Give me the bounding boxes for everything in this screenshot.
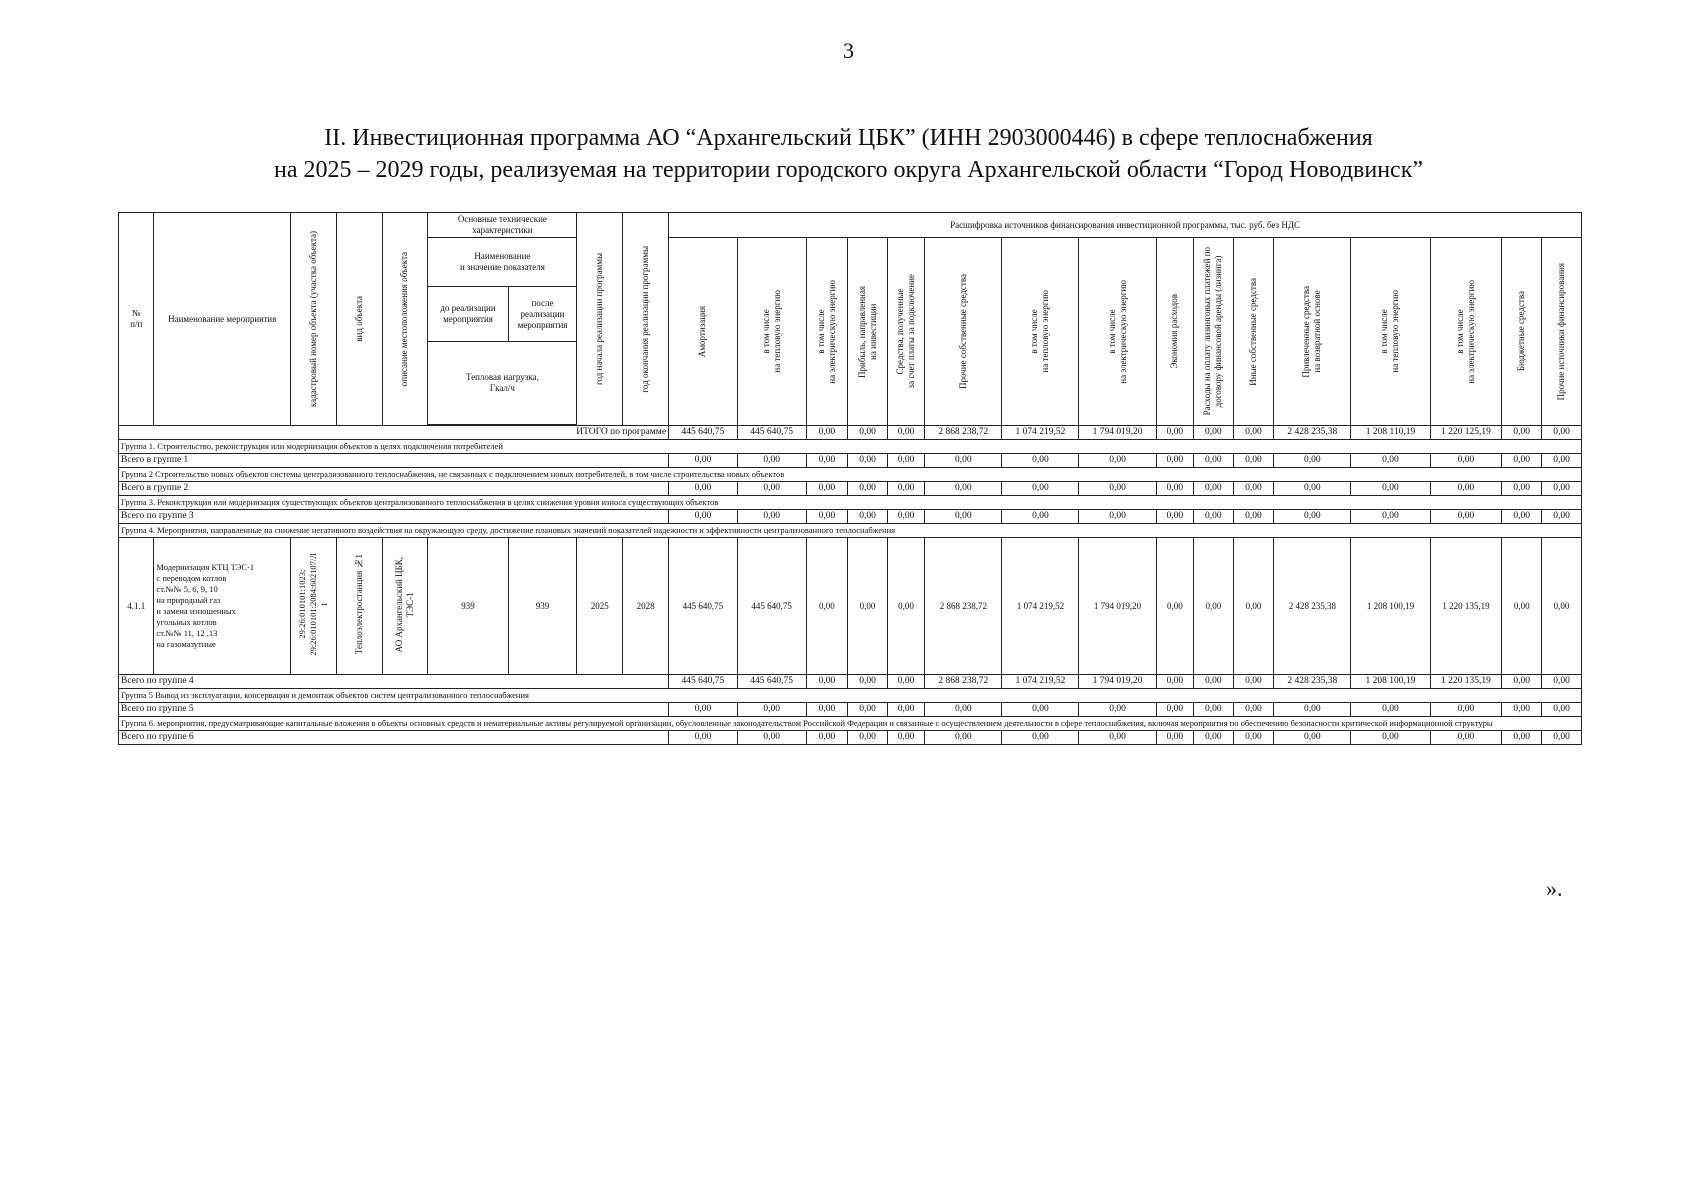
header-fin-col-12: Привлеченные средства на возвратной основе (1274, 238, 1351, 426)
value-cell: 0,00 (1542, 510, 1582, 524)
value-cell: 0,00 (925, 510, 1002, 524)
header-fin-col-8: в том числе на электрическую энергию (1079, 238, 1156, 426)
header-num: № п/п (119, 213, 154, 426)
value-cell: 1 208 100,19 (1351, 675, 1430, 689)
group-4-total-row (119, 675, 1582, 689)
value-cell: 0,00 (1194, 510, 1234, 524)
table-row-4-1-1 (119, 538, 1582, 675)
header-name: Наименование мероприятия (154, 213, 290, 426)
value-cell: 0,00 (848, 454, 888, 468)
group-1-total-label: Всего в группе 1 (119, 454, 669, 468)
header-heat-load: Тепловая нагрузка, Гкал/ч (428, 342, 577, 425)
value-cell: 0,00 (1156, 454, 1194, 468)
program-total-label: ИТОГО по программе (119, 426, 669, 440)
value-cell: 0,00 (1079, 703, 1156, 717)
value-cell: 0,00 (1233, 675, 1274, 689)
value-cell: 0,00 (1233, 426, 1274, 440)
value-cell: 0,00 (1156, 426, 1194, 440)
row-location: АО Архангельский ЦБК, ТЭС-1 (382, 538, 428, 675)
value-cell: 445 640,75 (737, 538, 806, 675)
value-cell: 0,00 (806, 731, 848, 745)
header-fin-col-4: Прибыль, направленная на инвестиции (848, 238, 888, 426)
program-total-row (119, 426, 1582, 440)
value-cell: 0,00 (1194, 482, 1234, 496)
value-cell: 0,00 (1274, 510, 1351, 524)
value-cell: 2 868 238,72 (925, 675, 1002, 689)
value-cell: 0,00 (1274, 454, 1351, 468)
row-before: 939 (428, 538, 508, 675)
value-cell: 0,00 (1079, 731, 1156, 745)
value-cell: 0,00 (1002, 731, 1079, 745)
value-cell: 0,00 (925, 454, 1002, 468)
value-cell: 0,00 (887, 454, 925, 468)
value-cell: 0,00 (1351, 731, 1430, 745)
value-cell: 0,00 (1079, 510, 1156, 524)
value-cell: 0,00 (887, 675, 925, 689)
value-cell: 0,00 (1351, 510, 1430, 524)
value-cell: 0,00 (1430, 731, 1502, 745)
value-cell: 2 868 238,72 (925, 538, 1002, 675)
value-cell: 0,00 (669, 703, 738, 717)
value-cell: 0,00 (806, 703, 848, 717)
value-cell: 0,00 (1542, 538, 1582, 675)
value-cell: 2 868 238,72 (925, 426, 1002, 440)
value-cell: 0,00 (1156, 482, 1194, 496)
value-cell: 1 220 125,19 (1430, 426, 1502, 440)
row-num: 4.1.1 (119, 538, 154, 675)
group-5-title-row (119, 689, 1582, 703)
row-after: 939 (508, 538, 577, 675)
row-cadastral: 29:26:010101:1023; 29:26:010101:2084:602107/Л 1 (290, 538, 336, 675)
group-3-title-row (119, 496, 1582, 510)
value-cell: 0,00 (887, 510, 925, 524)
value-cell: 0,00 (806, 482, 848, 496)
header-fin-col-11: Иные собственные средства (1233, 238, 1274, 426)
header-fin-col-15: Бюджетные средства (1502, 238, 1542, 426)
group-2-title-row (119, 468, 1582, 482)
value-cell: 445 640,75 (669, 675, 738, 689)
header-fin-col-2: в том числе на тепловую энергию (737, 238, 806, 426)
value-cell: 0,00 (1002, 510, 1079, 524)
header-row-1 (119, 213, 1582, 238)
value-cell: 0,00 (1502, 538, 1542, 675)
header-cadastral: кадастровый номер объекта (участка объекта) (290, 213, 336, 426)
group-2-total-row (119, 482, 1582, 496)
header-before: до реализации мероприятия (428, 287, 508, 342)
header-fin-col-3: в том числе на электрическую энергию (806, 238, 848, 426)
value-cell: 0,00 (1233, 454, 1274, 468)
value-cell: 0,00 (1274, 482, 1351, 496)
header-fin-col-7: в том числе на тепловую энергию (1002, 238, 1079, 426)
value-cell: 0,00 (848, 482, 888, 496)
header-fin-col-14: в том числе на электрическую энергию (1430, 238, 1502, 426)
value-cell: 1 794 019,20 (1079, 675, 1156, 689)
value-cell: 0,00 (1156, 538, 1194, 675)
value-cell: 445 640,75 (669, 538, 738, 675)
value-cell: 0,00 (887, 703, 925, 717)
group-5-total-label: Всего по группе 5 (119, 703, 669, 717)
group-5-total-row (119, 703, 1582, 717)
title-line-2: на 2025 – 2029 годы, реализуемая на территории городского округа Архангельской области “Город Новодвинск” (273, 157, 1424, 183)
value-cell: 445 640,75 (669, 426, 738, 440)
value-cell: 0,00 (737, 731, 806, 745)
group-6-total-row (119, 731, 1582, 745)
page-number: 3 (843, 38, 854, 63)
value-cell: 0,00 (1194, 703, 1234, 717)
group-1-total-row (119, 454, 1582, 468)
value-cell: 0,00 (1430, 454, 1502, 468)
value-cell: 1 794 019,20 (1079, 538, 1156, 675)
value-cell: 1 220 135,19 (1430, 538, 1502, 675)
value-cell: 0,00 (806, 538, 848, 675)
value-cell: 0,00 (1233, 731, 1274, 745)
group-5-title: Группа 5 Вывод из эксплуатации, консервация и демонтаж объектов систем централизованного теплоснабжения (119, 689, 1582, 703)
group-6-title: Группа 6. мероприятия, предусматривающие капитальные вложения в объекты основных средств и нематериальные активы регулируемой организации, обусловленные законодательством Российской Федерации и связанные с осуществлением деятельности в сфере теплоснабжения, включая мероприятия по обеспечению безопасности критической информационной структуры (119, 717, 1582, 731)
value-cell: 0,00 (737, 703, 806, 717)
value-cell: 0,00 (1542, 703, 1582, 717)
value-cell: 0,00 (1430, 703, 1502, 717)
value-cell: 0,00 (1002, 703, 1079, 717)
group-4-total-label: Всего по группе 4 (119, 675, 669, 689)
value-cell: 0,00 (1156, 731, 1194, 745)
value-cell: 0,00 (848, 426, 888, 440)
value-cell: 1 074 219,52 (1002, 426, 1079, 440)
value-cell: 0,00 (1502, 675, 1542, 689)
value-cell: 0,00 (669, 454, 738, 468)
title-line-1: II. Инвестиционная программа АО “Архангельский ЦБК” (ИНН 2903000446) в сфере теплоснабжения (324, 125, 1373, 151)
value-cell: 0,00 (1351, 482, 1430, 496)
value-cell: 0,00 (1156, 703, 1194, 717)
document-title (0, 122, 1697, 186)
value-cell: 0,00 (1002, 482, 1079, 496)
header-financing: Расшифровка источников финансирования инвестиционной программы, тыс. руб. без НДС (669, 213, 1582, 238)
group-4-title: Группа 4. Мероприятия, направленные на снижение негативного воздействия на окружающую среду, достижение плановых значений показателей надежности и эффективности централизованного теплоснабжения (119, 524, 1582, 538)
header-fin-col-10: Расходы на оплату лизинговых платежей по договору финансовой аренды (лизинга) (1194, 238, 1234, 426)
group-3-total-row (119, 510, 1582, 524)
row-year-start: 2025 (577, 538, 623, 675)
value-cell: 0,00 (1156, 675, 1194, 689)
header-fin-col-6: Прочие собственные средства (925, 238, 1002, 426)
value-cell: 0,00 (1233, 482, 1274, 496)
value-cell: 0,00 (1542, 731, 1582, 745)
group-4-title-row (119, 524, 1582, 538)
value-cell: 0,00 (1351, 703, 1430, 717)
group-6-total-label: Всего по группе 6 (119, 731, 669, 745)
value-cell: 2 428 235,38 (1274, 426, 1351, 440)
row-name: Модернизация КТЦ ТЭС-1 с переводом котлов ст.№№ 5, 6, 9, 10 на природный газ и замена изношенных угольных котлов ст.№№ 11, 12 ,13 на газомазутные (154, 538, 290, 675)
value-cell: 0,00 (806, 426, 848, 440)
value-cell: 0,00 (1502, 510, 1542, 524)
value-cell: 0,00 (669, 482, 738, 496)
value-cell: 1 220 135,19 (1430, 675, 1502, 689)
group-1-title-row (119, 440, 1582, 454)
value-cell: 0,00 (887, 426, 925, 440)
value-cell: 0,00 (737, 510, 806, 524)
value-cell: 0,00 (1194, 731, 1234, 745)
value-cell: 445 640,75 (737, 675, 806, 689)
value-cell: 0,00 (1233, 510, 1274, 524)
value-cell: 0,00 (848, 510, 888, 524)
value-cell: 0,00 (1542, 482, 1582, 496)
value-cell: 0,00 (669, 510, 738, 524)
value-cell: 0,00 (1079, 454, 1156, 468)
value-cell: 0,00 (887, 482, 925, 496)
header-tech-characteristics: Основные технические характеристики (428, 213, 577, 238)
value-cell: 0,00 (1079, 482, 1156, 496)
value-cell: 0,00 (1502, 482, 1542, 496)
value-cell: 0,00 (925, 482, 1002, 496)
value-cell: 2 428 235,38 (1274, 675, 1351, 689)
value-cell: 0,00 (925, 703, 1002, 717)
header-year-end: год окончания реализации программы (623, 213, 669, 426)
group-3-total-label: Всего по группе 3 (119, 510, 669, 524)
value-cell: 1 794 019,20 (1079, 426, 1156, 440)
value-cell: 0,00 (1351, 454, 1430, 468)
value-cell: 0,00 (1542, 426, 1582, 440)
value-cell: 0,00 (1274, 703, 1351, 717)
closing-quote-mark: ». (1546, 876, 1563, 901)
value-cell: 0,00 (1542, 454, 1582, 468)
header-location: описание местоположения объекта (382, 213, 428, 426)
group-6-title-row (119, 717, 1582, 731)
value-cell: 0,00 (1233, 703, 1274, 717)
value-cell: 0,00 (1194, 454, 1234, 468)
header-fin-col-1: Амортизация (669, 238, 738, 426)
header-fin-col-13: в том числе на тепловую энергию (1351, 238, 1430, 426)
value-cell: 445 640,75 (737, 426, 806, 440)
value-cell: 0,00 (1274, 731, 1351, 745)
header-indicator: Наименование и значение показателя (428, 238, 577, 287)
value-cell: 0,00 (1430, 510, 1502, 524)
value-cell: 1 208 100,19 (1351, 538, 1430, 675)
value-cell: 0,00 (887, 538, 925, 675)
value-cell: 0,00 (806, 675, 848, 689)
value-cell: 0,00 (925, 731, 1002, 745)
value-cell: 0,00 (806, 454, 848, 468)
value-cell: 0,00 (737, 454, 806, 468)
value-cell: 0,00 (848, 731, 888, 745)
value-cell: 0,00 (1502, 426, 1542, 440)
group-2-title: Группа 2 Строительство новых объектов системы централизованного теплоснабжения, не связанных с подключением новых потребителей, в том числе строительства новых объектов (119, 468, 1582, 482)
header-fin-col-16: Прочие источники финансирования (1542, 238, 1582, 426)
value-cell: 0,00 (806, 510, 848, 524)
value-cell: 0,00 (1233, 538, 1274, 675)
value-cell: 0,00 (1430, 482, 1502, 496)
group-3-title: Группа 3. Реконструкция или модернизация существующих объектов централизованного теплоснабжения в целях снижения уровня износа существующих объектов (119, 496, 1582, 510)
value-cell: 1 074 219,52 (1002, 675, 1079, 689)
header-year-start: год начала реализации программы (577, 213, 623, 426)
value-cell: 0,00 (1502, 454, 1542, 468)
value-cell: 0,00 (887, 731, 925, 745)
value-cell: 0,00 (848, 703, 888, 717)
value-cell: 0,00 (1194, 538, 1234, 675)
row-year-end: 2028 (623, 538, 669, 675)
value-cell: 0,00 (737, 482, 806, 496)
header-fin-col-9: Экономия расходов (1156, 238, 1194, 426)
investment-program-table (118, 212, 1582, 745)
header-object-type: вид объекта (336, 213, 382, 426)
value-cell: 0,00 (1194, 426, 1234, 440)
value-cell: 0,00 (1156, 510, 1194, 524)
value-cell: 0,00 (1502, 703, 1542, 717)
value-cell: 0,00 (848, 538, 888, 675)
value-cell: 0,00 (1542, 675, 1582, 689)
row-object-type: Теплоэлектростанция №1 (336, 538, 382, 675)
group-2-total-label: Всего в группе 2 (119, 482, 669, 496)
value-cell: 2 428 235,38 (1274, 538, 1351, 675)
value-cell: 0,00 (1002, 454, 1079, 468)
value-cell: 0,00 (1194, 675, 1234, 689)
value-cell: 0,00 (669, 731, 738, 745)
value-cell: 0,00 (1502, 731, 1542, 745)
value-cell: 1 208 110,19 (1351, 426, 1430, 440)
header-after: после реализации мероприятия (508, 287, 577, 342)
header-fin-col-5: Средства, полученные за счет платы за подключение (887, 238, 925, 426)
value-cell: 1 074 219,52 (1002, 538, 1079, 675)
group-1-title: Группа 1. Строительство, реконструкция или модернизация объектов в целях подключения потребителей (119, 440, 1582, 454)
value-cell: 0,00 (848, 675, 888, 689)
